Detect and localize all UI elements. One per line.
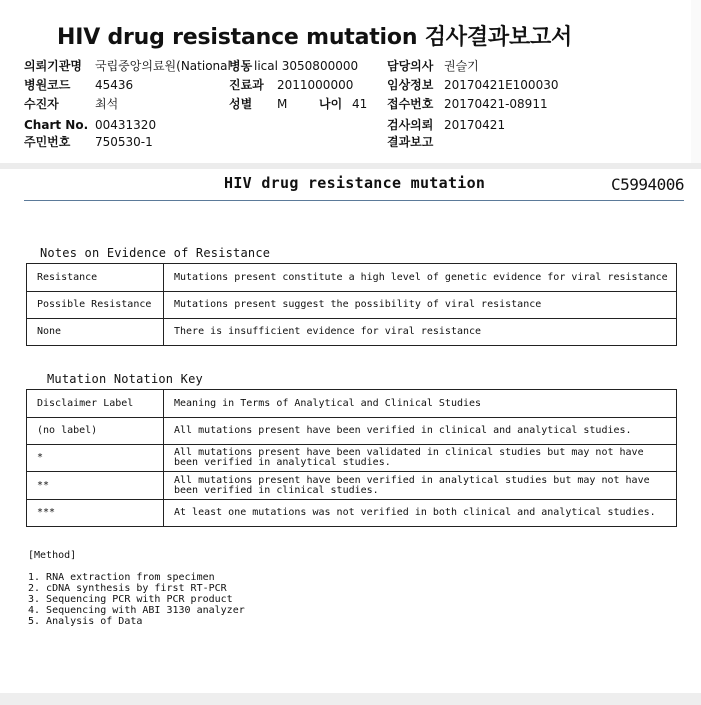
- notes-text-cell: There is insufficient evidence for viral resistance: [164, 319, 677, 346]
- scrollbar[interactable]: [691, 0, 701, 163]
- key-heading: Mutation Notation Key: [47, 372, 203, 386]
- key-label-cell: *: [27, 445, 164, 472]
- table-row: [27, 292, 677, 319]
- report-code: C5994006: [611, 175, 685, 194]
- examinee-value: 최석: [95, 97, 119, 111]
- key-text-cell: All mutations present have been validated in clinical studies but may not have been verified in analytical studies.: [164, 445, 677, 472]
- result-label: 결과보고: [387, 135, 434, 149]
- key-label-cell: Disclaimer Label: [27, 390, 164, 418]
- ward-value: lical 3050800000: [254, 59, 359, 73]
- department-value: 2011000000: [277, 78, 354, 92]
- key-text-cell: At least one mutations was not verified in both clinical and analytical studies.: [164, 500, 677, 527]
- table-row: [27, 472, 677, 500]
- notes-table: [26, 263, 677, 346]
- hospital-code-value: 45436: [95, 78, 134, 92]
- title-rule: [24, 200, 684, 201]
- notes-label-cell: Resistance: [27, 264, 164, 292]
- report-header: [0, 0, 701, 163]
- examinee-label: 수진자: [24, 97, 59, 111]
- report-body: [0, 169, 701, 693]
- table-row: [27, 264, 677, 292]
- page-title: HIV drug resistance mutation 검사결과보고서: [57, 25, 573, 50]
- receipt-no-value: 20170421-08911: [444, 97, 548, 111]
- doctor-label: 담당의사: [387, 59, 434, 73]
- clinical-info-label: 임상정보: [387, 78, 434, 92]
- key-text-cell: Meaning in Terms of Analytical and Clinical Studies: [164, 390, 677, 418]
- key-text-cell: All mutations present have been verified in analytical studies but may not have been verified in clinical studies.: [164, 472, 677, 500]
- table-row: [27, 418, 677, 445]
- notes-label-cell: Possible Resistance: [27, 292, 164, 319]
- clinical-info-value: 20170421E100030: [444, 78, 559, 92]
- sex-value: M: [277, 97, 288, 111]
- doctor-value: 권슬기: [444, 59, 479, 73]
- method-step: 3. Sequencing PCR with PCR product: [28, 594, 233, 605]
- footer-band: [0, 693, 701, 705]
- department-label: 진료과: [229, 78, 264, 92]
- age-label: 나이: [319, 97, 343, 111]
- table-row: [27, 390, 677, 418]
- chart-no-value: 00431320: [95, 118, 157, 132]
- request-label: 검사의뢰: [387, 118, 434, 132]
- key-table: [26, 389, 677, 527]
- key-text-cell: All mutations present have been verified in clinical and analytical studies.: [164, 418, 677, 445]
- report-title: HIV drug resistance mutation: [224, 174, 486, 192]
- institution-value: 국립중앙의료원(National: [95, 59, 231, 73]
- table-row: [27, 500, 677, 527]
- request-value: 20170421: [444, 118, 506, 132]
- method-step: 5. Analysis of Data: [28, 616, 143, 627]
- institution-label: 의뢰기관명: [24, 59, 82, 73]
- key-label-cell: **: [27, 472, 164, 500]
- key-label-cell: (no label): [27, 418, 164, 445]
- notes-text-cell: Mutations present constitute a high level of genetic evidence for viral resistance: [164, 264, 677, 292]
- hospital-code-label: 병원코드: [24, 78, 71, 92]
- method-step: 2. cDNA synthesis by first RT-PCR: [28, 583, 227, 594]
- notes-text-cell: Mutations present suggest the possibility of viral resistance: [164, 292, 677, 319]
- notes-label-cell: None: [27, 319, 164, 346]
- age-value: 41: [352, 97, 368, 111]
- key-label-cell: ***: [27, 500, 164, 527]
- resident-no-value: 750530-1: [95, 135, 153, 149]
- method-step: 4. Sequencing with ABI 3130 analyzer: [28, 605, 245, 616]
- table-row: [27, 319, 677, 346]
- resident-no-label: 주민번호: [24, 135, 71, 149]
- ward-label: 병동: [229, 59, 253, 73]
- method-heading: [Method]: [28, 550, 77, 561]
- receipt-no-label: 접수번호: [387, 97, 434, 111]
- notes-heading: Notes on Evidence of Resistance: [40, 246, 271, 260]
- table-row: [27, 445, 677, 472]
- method-step: 1. RNA extraction from specimen: [28, 572, 215, 583]
- chart-no-label: Chart No.: [24, 118, 89, 132]
- sex-label: 성별: [229, 97, 253, 111]
